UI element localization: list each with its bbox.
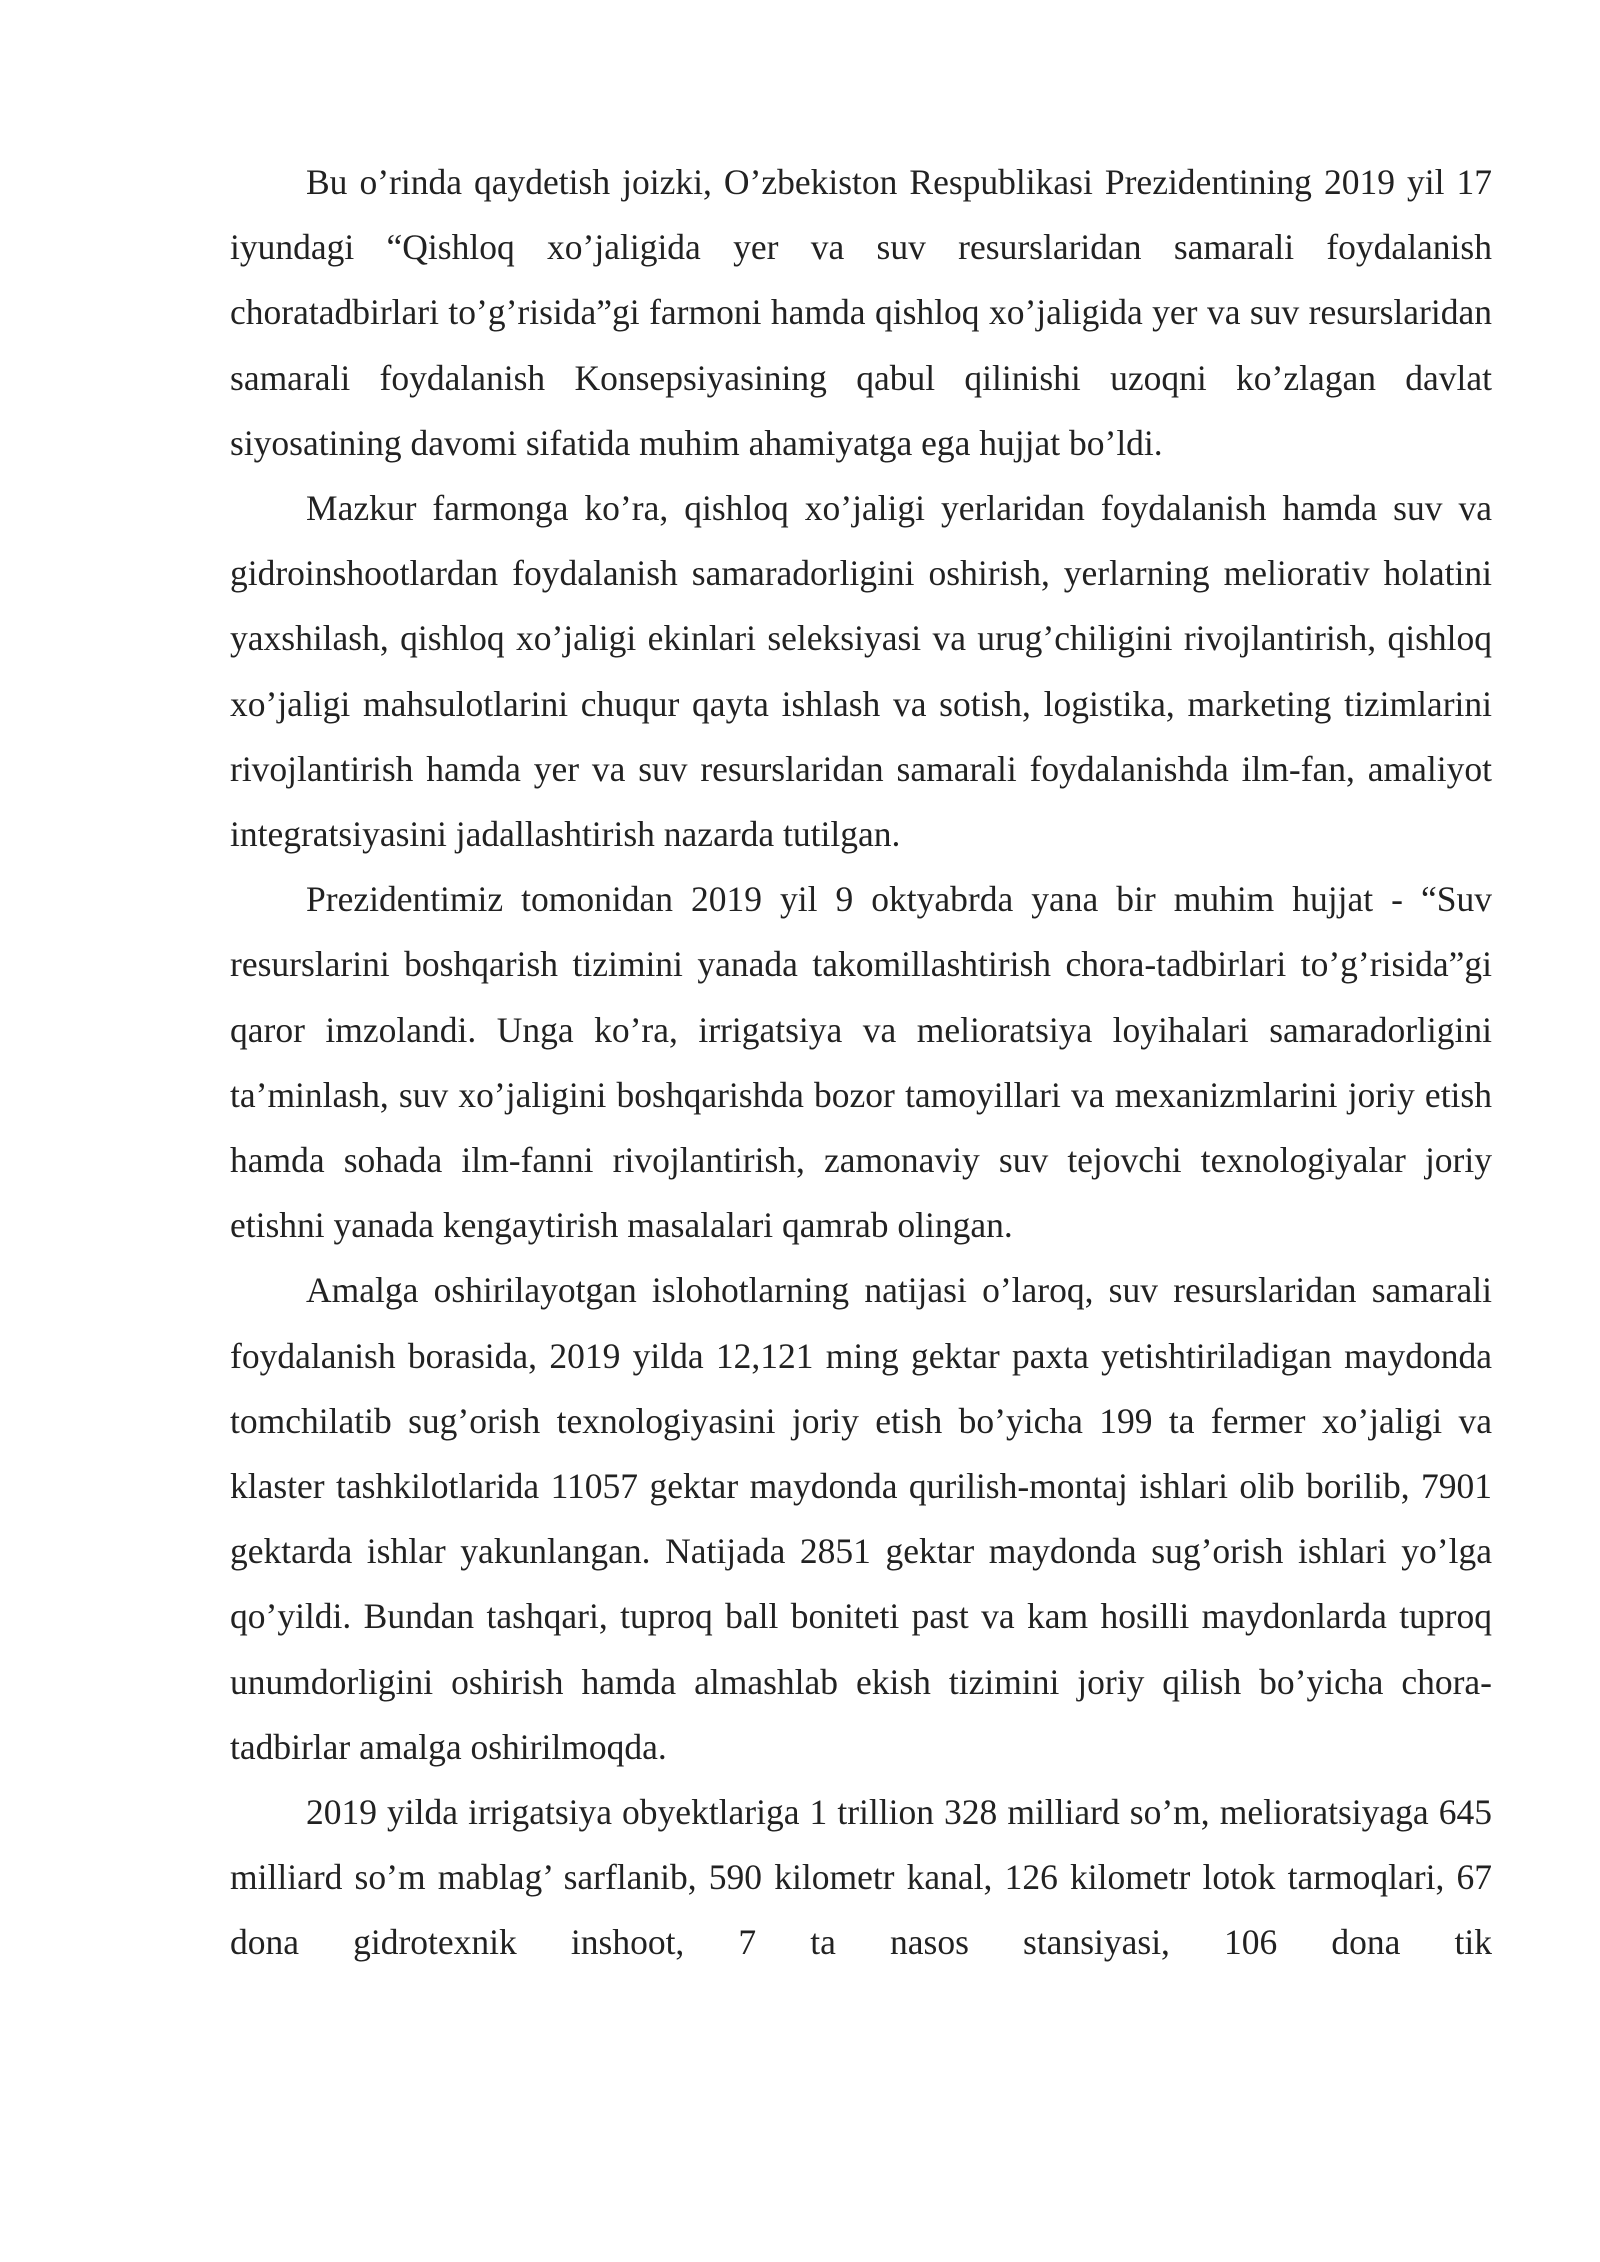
paragraph-4: Amalga oshirilayotgan islohotlarning natijasi o’laroq, suv resurslaridan samarali foydalanish borasida, 2019 yilda 12,121 ming gektar paxta yetishtiriladigan maydonda tomchilatib sug’orish texnologiyasini joriy etish bo’yicha 199 ta fermer xo’jaligi va klaster tashkilotlarida 11057 gektar maydonda qurilish-montaj ishlari olib borilib, 7901 gektarda ishlar yakunlangan. Natijada 2851 gektar maydonda sug’orish ishlari yo’lga qo’yildi. Bundan tashqari, tuproq ball boniteti past va kam hosilli maydonlarda tuproq unumdorligini oshirish hamda almashlab ekish tizimini joriy qilish bo’yicha chora-tadbirlar amalga oshirilmoqda. — [230, 1270, 1492, 1767]
document-body — [230, 150, 1492, 1976]
paragraph-2: Mazkur farmonga ko’ra, qishloq xo’jaligi yerlaridan foydalanish hamda suv va gidroinshootlardan foydalanish samaradorligini oshirish, yerlarning meliorativ holatini yaxshilash, qishloq xo’jaligi ekinlari seleksiyasi va urug’chiligini rivojlantirish, qishloq xo’jaligi mahsulotlarini chuqur qayta ishlash va sotish, logistika, marketing tizimlarini rivojlantirish hamda yer va suv resurslaridan samarali foydalanishda ilm-fan, amaliyot integratsiyasini jadallashtirish nazarda tutilgan. — [230, 488, 1492, 855]
paragraph-3: Prezidentimiz tomonidan 2019 yil 9 oktyabrda yana bir muhim hujjat - “Suv resurslarini boshqarish tizimini yanada takomillashtirish chora-tadbirlari to’g’risida”gi qaror imzolandi. Unga ko’ra, irrigatsiya va melioratsiya loyihalari samaradorligini ta’minlash, suv xo’jaligini boshqarishda bozor tamoyillari va mexanizmlarini joriy etish hamda sohada ilm-fanni rivojlantirish, zamonaviy suv tejovchi texnologiyalar joriy etishni yanada kengaytirish masalalari qamrab olingan. — [230, 879, 1492, 1246]
paragraph-1: Bu o’rinda qaydetish joizki, O’zbekiston Respublikasi Prezidentining 2019 yil 17 iyundagi “Qishloq xo’jaligida yer va suv resurslaridan samarali foydalanish choratadbirlari to’g’risida”gi farmoni hamda qishloq xo’jaligida yer va suv resurslaridan samarali foydalanish Konsepsiyasining qabul qilinishi uzoqni ko’zlagan davlat siyosatining davomi sifatida muhim ahamiyatga ega hujjat bo’ldi. — [230, 162, 1492, 463]
paragraph-5: 2019 yilda irrigatsiya obyektlariga 1 trillion 328 milliard so’m, melioratsiyaga 645 milliard so’m mablag’ sarflanib, 590 kilometr kanal, 126 kilometr lotok tarmoqlari, 67 dona gidrotexnik inshoot, 7 ta nasos stansiyasi, 106 dona tik — [230, 1792, 1492, 1963]
